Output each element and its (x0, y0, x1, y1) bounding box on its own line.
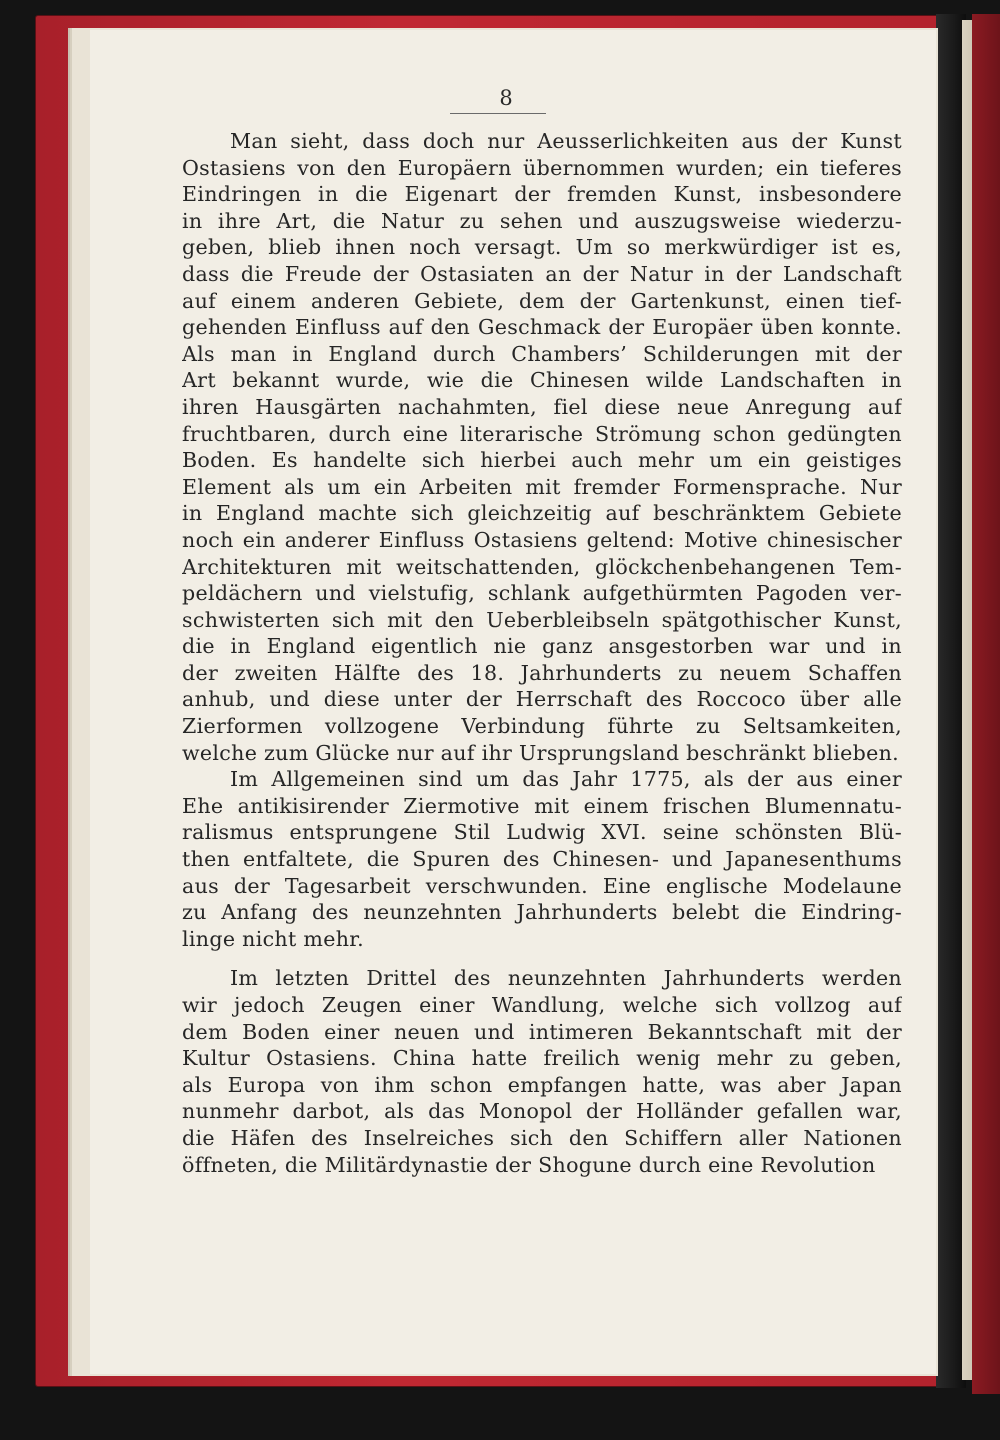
text-line: in ihre Art, die Natur zu sehen und auszugsweise wiederzu- (182, 208, 902, 233)
text-line: Ostasiens von den Europäern übernommen wurden; ein tieferes (182, 155, 902, 180)
text-line: schwisterten sich mit den Ueberbleibseln spätgothischer Kunst, (182, 607, 902, 632)
book-page-edges (962, 20, 972, 1380)
text-line: aus der Tagesarbeit verschwunden. Eine englische Modelaune (182, 873, 902, 898)
text-line: then entfaltete, die Spuren des Chinesen- und Japanesenthums (182, 847, 902, 872)
paragraph (182, 766, 902, 952)
page-number: 8 (499, 86, 513, 110)
text-line: dem Boden einer neuen und intimeren Bekanntschaft mit der (182, 1019, 902, 1044)
text-line: welche zum Glücke nur auf ihr Ursprungsland beschränkt blieben. (182, 740, 900, 765)
paragraph (182, 128, 902, 766)
text-line: Zierformen vollzogene Verbindung führte zu Seltsamkeiten, (182, 714, 902, 739)
text-line: Im Allgemeinen sind um das Jahr 1775, als der aus einer (230, 767, 902, 792)
text-line: dass die Freude der Ostasiaten an der Natur in der Landschaft (182, 261, 902, 286)
text-line: ralismus entsprungene Stil Ludwig XVI. seine schönsten Blü- (182, 820, 902, 845)
text-line: Als man in England durch Chambers’ Schilderungen mit der (182, 341, 902, 366)
text-line: Element als um ein Arbeiten mit fremder Formensprache. Nur (182, 474, 902, 499)
text-line: auf einem anderen Gebiete, dem der Gartenkunst, einen tief- (182, 288, 902, 313)
text-line: Boden. Es handelte sich hierbei auch mehr um ein geistiges (182, 448, 902, 473)
text-line: die in England eigentlich nie ganz ansgestorben war und in (182, 634, 902, 659)
text-line: noch ein anderer Einfluss Ostasiens geltend: Motive chinesischer (182, 527, 902, 552)
text-line: öffneten, die Militärdynastie der Shogune durch eine Revolution (182, 1152, 876, 1177)
text-line: Architekturen mit weitschattenden, glöckchenbehangenen Tem- (182, 554, 902, 579)
text-line: wir jedoch Zeugen einer Wandlung, welche sich vollzog auf (182, 993, 902, 1017)
text-line: linge nicht mehr. (182, 926, 365, 951)
text-line: als Europa von ihm schon empfangen hatte, was aber Japan (182, 1072, 902, 1097)
body-text (182, 128, 902, 1188)
text-line: Eindringen in die Eigenart der fremden Kunst, insbesondere (182, 182, 902, 207)
text-line: ihren Hausgärten nachahmten, fiel diese neue Anregung auf (182, 394, 902, 419)
text-line: Man sieht, dass doch nur Aeusserlichkeiten aus der Kunst (230, 129, 902, 153)
text-line: Art bekannt wurde, wie die Chinesen wilde Landschaften in (182, 368, 902, 393)
text-line: in England machte sich gleichzeitig auf beschränktem Gebiete (182, 501, 902, 526)
text-line: peldächern und vielstufig, schlank aufgethürmten Pagoden ver- (182, 581, 902, 606)
text-line: fruchtbaren, durch eine literarische Strömung schon gedüngten (182, 421, 902, 446)
page-number-rule (450, 113, 546, 114)
text-line: nunmehr darbot, als das Monopol der Holländer gefallen war, (182, 1099, 902, 1124)
text-line: geben, blieb ihnen noch versagt. Um so merkwürdiger ist es, (182, 235, 902, 260)
text-line: Kultur Ostasiens. China hatte freilich wenig mehr zu geben, (182, 1046, 902, 1071)
text-line: der zweiten Hälfte des 18. Jahrhunderts zu neuem Schaffen (182, 660, 902, 685)
text-line: zu Anfang des neunzehnten Jahrhunderts belebt die Eindring- (182, 900, 902, 925)
text-line: die Häfen des Inselreiches sich den Schiffern aller Nationen (182, 1125, 902, 1150)
book-back-cover (972, 14, 1000, 1394)
text-line: anhub, und diese unter der Herrschaft des Roccoco über alle (182, 687, 902, 712)
text-line: Im letzten Drittel des neunzehnten Jahrhunderts werden (230, 966, 902, 991)
paragraph (182, 965, 902, 1178)
text-line: gehenden Einfluss auf den Geschmack der Europäer üben konnte. (182, 315, 902, 340)
text-line: Ehe antikisirender Ziermotive mit einem frischen Blumennatu- (182, 793, 902, 818)
paragraph-gap (182, 952, 902, 965)
